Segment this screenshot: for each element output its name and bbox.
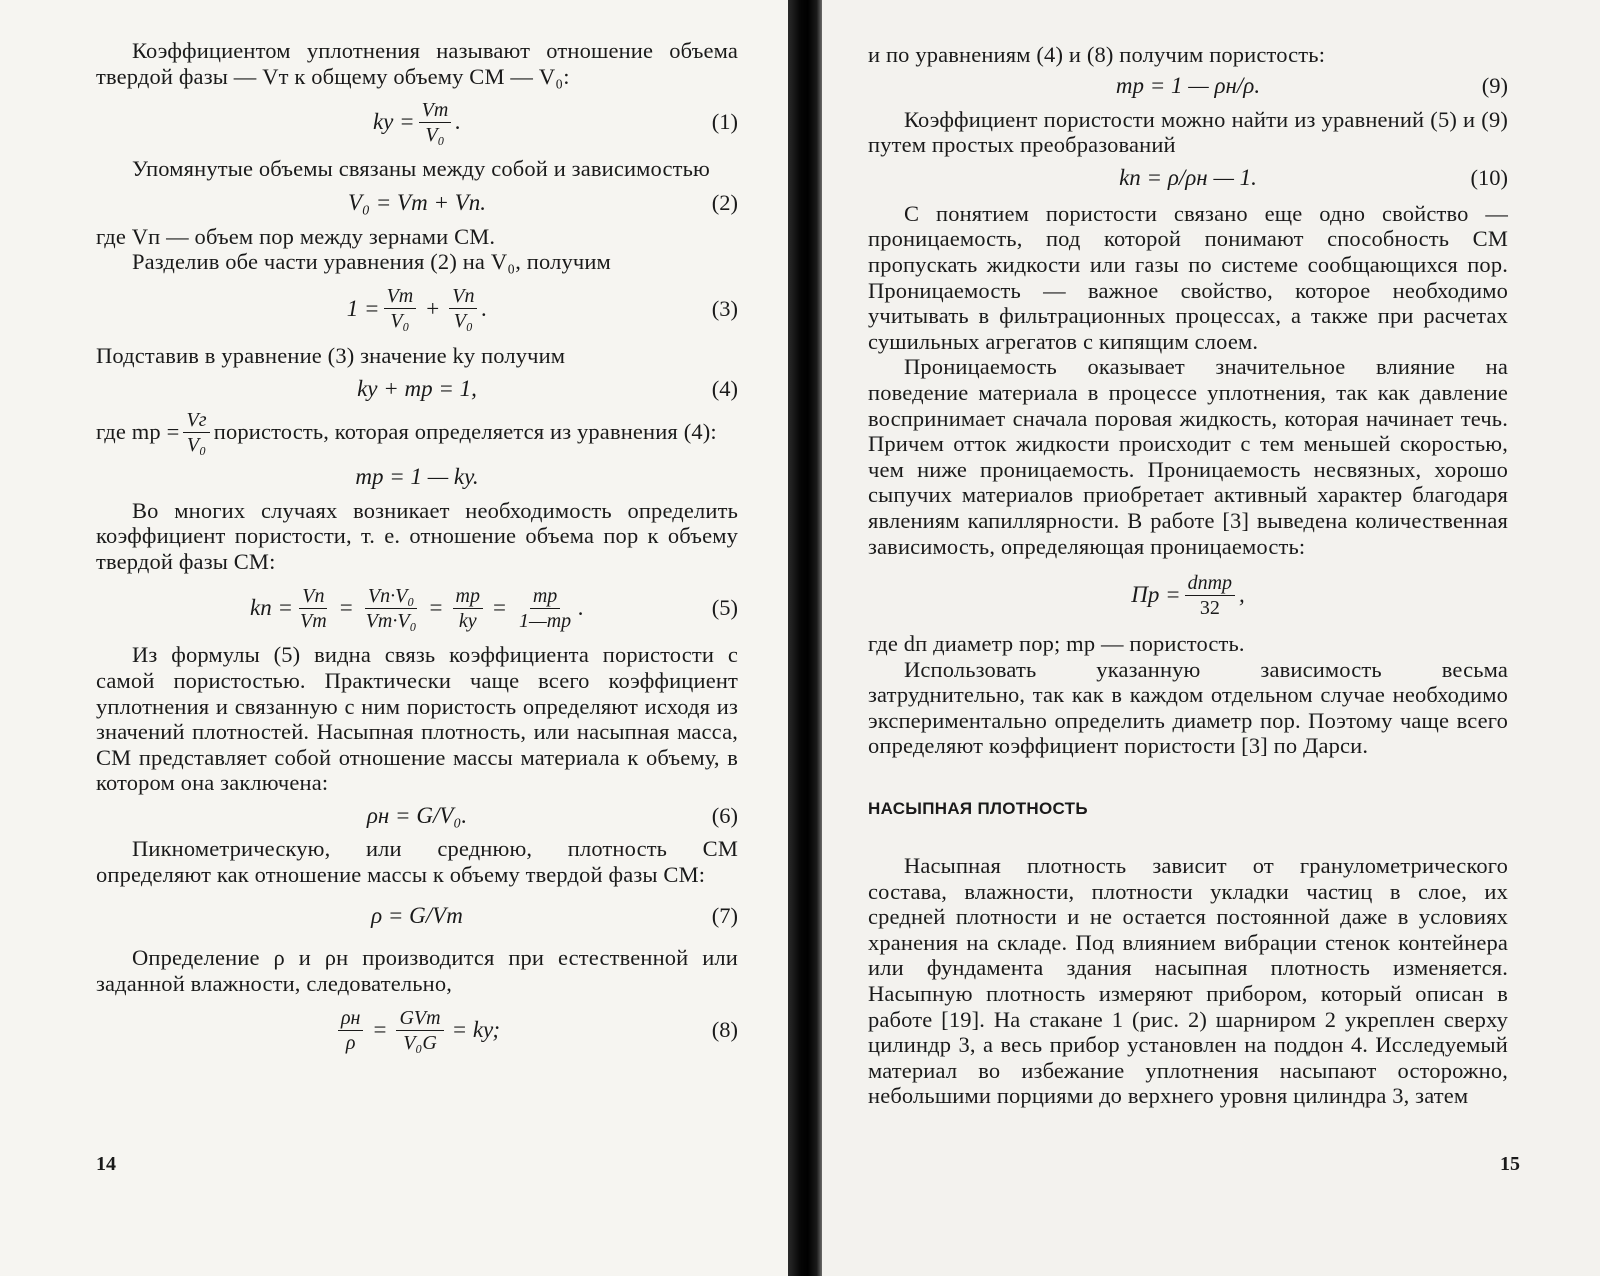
numerator: GVт bbox=[396, 1007, 443, 1031]
fraction bbox=[453, 585, 483, 632]
book-spine-gutter bbox=[788, 0, 824, 1276]
paragraph: Во многих случаях возникает необходимость определить коэффициент пористости, т. е. отношение объема пор к объему твердой фазы СМ: bbox=[96, 497, 738, 574]
eq-text: V₀ = Vт + Vп. bbox=[347, 189, 487, 215]
denominator: 1—mр bbox=[518, 609, 572, 632]
denominator: V₀G bbox=[403, 1031, 437, 1054]
section-heading: НАСЫПНАЯ ПЛОТНОСТЬ bbox=[868, 799, 1088, 819]
inline-text: где mр = bbox=[96, 419, 180, 445]
paragraph: и по уравнениям (4) и (8) получим пористость: bbox=[868, 42, 1326, 67]
paragraph: где dп диаметр пор; mр — пористость. bbox=[868, 631, 1245, 657]
equation-5 bbox=[96, 577, 738, 639]
numerator: ρн bbox=[338, 1007, 364, 1031]
operator: = bbox=[429, 595, 443, 621]
paragraph: Пикнометрическую, или среднюю, плотность СМ определяют как отношение массы к объему твердой фазы СМ: bbox=[96, 835, 738, 887]
fraction bbox=[419, 99, 452, 146]
equation-number: (7) bbox=[711, 903, 738, 929]
denominator: kу bbox=[458, 609, 477, 632]
equation-4b bbox=[96, 459, 738, 495]
paragraph: Коэффициент пористости можно найти из уравнений (5) и (9) путем простых преобразований bbox=[868, 106, 1508, 158]
operator: = bbox=[492, 595, 506, 621]
fraction bbox=[1185, 572, 1235, 619]
numerator: Vп bbox=[299, 585, 327, 609]
equation-2 bbox=[96, 185, 738, 221]
denominator: V₀ bbox=[453, 310, 473, 333]
equation-number: (8) bbox=[711, 1017, 738, 1043]
eq-text: kу + mр = 1, bbox=[357, 375, 477, 401]
numerator: mр bbox=[530, 585, 560, 609]
inline-text: пористость, которая определяется из уравнения (4): bbox=[213, 419, 717, 445]
page-number: 14 bbox=[96, 1153, 116, 1175]
paragraph: где Vп — объем пор между зернами СМ. bbox=[96, 223, 496, 249]
denominator: Vт bbox=[300, 609, 327, 632]
numerator: dпmр bbox=[1185, 572, 1235, 596]
denominator: V₀ bbox=[425, 123, 445, 146]
equation-number: (2) bbox=[711, 189, 738, 215]
eq-lhs: kп = bbox=[250, 595, 294, 621]
operator: = bbox=[373, 1017, 387, 1043]
eq-tail: . bbox=[481, 295, 488, 321]
paragraph: Проницаемость оказывает значительное влияние на поведение материала в процессе уплотнения, так как давление воспринимает сначала поровая жидкость, которая начинает течь. Причем отток жидкости происходит с тем меньшей скоростью, чем ниже проницаемость. Проницаемость несвязных, хорошо сыпучих материалов приобретает активный характер благодаря явлениям капиллярности. В работе [3] выведена количественная зависимость, определяющая проницаемость: bbox=[868, 354, 1508, 559]
equation-11 bbox=[868, 562, 1508, 628]
numerator: mр bbox=[453, 585, 483, 609]
paragraph: Определение ρ и ρн производится при естественной или заданной влажности, следовательно, bbox=[96, 945, 738, 996]
eq-lhs: kу = bbox=[372, 109, 415, 135]
eq-text: ρ = G/Vт bbox=[371, 903, 463, 929]
equation-4 bbox=[96, 372, 738, 406]
equation-number: (6) bbox=[711, 802, 738, 828]
fraction bbox=[338, 1007, 364, 1054]
equation-10 bbox=[868, 161, 1508, 195]
fraction bbox=[396, 1007, 443, 1054]
numerator: Vт bbox=[384, 285, 417, 309]
eq-lhs: Пр = bbox=[1131, 582, 1181, 608]
equation-1 bbox=[96, 92, 738, 152]
denominator: Vт·V₀ bbox=[365, 609, 417, 632]
left-page bbox=[0, 0, 790, 1276]
equation-number: (4) bbox=[711, 375, 738, 401]
eq-tail: = kу; bbox=[451, 1017, 501, 1043]
fraction bbox=[516, 585, 574, 632]
eq-text: kп = ρ/ρн — 1. bbox=[1119, 164, 1257, 190]
eq-text: ρн = G/V₀. bbox=[366, 802, 468, 828]
paragraph: Подставив в уравнение (3) значение kу получим bbox=[96, 342, 566, 368]
denominator: V₀ bbox=[390, 310, 410, 333]
fraction bbox=[449, 285, 477, 332]
eq-text: mр = 1 — ρн/ρ. bbox=[1115, 72, 1261, 98]
paragraph: Коэффициентом уплотнения называют отношение объема твердой фазы — Vт к общему объему СМ — V₀: bbox=[96, 38, 738, 89]
paragraph: Из формулы (5) видна связь коэффициента пористости с самой пористостью. Практически чаще всего коэффициент уплотнения и связанную с ним пористость определяют исходя из значений плотностей. Насыпная плотность, или насыпная масса, СМ представляет собой отношение массы материала к объему, в котором она заключена: bbox=[96, 642, 738, 796]
left-column bbox=[96, 38, 738, 1064]
right-column bbox=[868, 42, 1508, 1109]
denominator: 32 bbox=[1199, 596, 1220, 619]
eq-tail: . bbox=[578, 595, 584, 621]
denominator: V₀ bbox=[186, 433, 207, 456]
right-page bbox=[822, 0, 1600, 1276]
denominator: ρ bbox=[345, 1031, 356, 1054]
equation-number: (10) bbox=[1470, 164, 1508, 190]
equation-number: (5) bbox=[711, 595, 738, 621]
paragraph: Упомянутые объемы связаны между собой и зависимостью bbox=[132, 156, 710, 182]
fraction bbox=[183, 409, 209, 456]
equation-number: (3) bbox=[711, 295, 738, 321]
equation-3 bbox=[96, 278, 738, 340]
equation-number: (9) bbox=[1481, 72, 1508, 98]
fraction bbox=[297, 585, 330, 632]
numerator: Vг bbox=[183, 409, 209, 433]
fraction bbox=[384, 285, 417, 332]
fraction bbox=[363, 585, 420, 632]
paragraph bbox=[96, 409, 738, 456]
eq-text: mр = 1 — kу. bbox=[355, 463, 479, 489]
equation-8 bbox=[96, 999, 738, 1061]
operator: + bbox=[426, 295, 440, 321]
paragraph: Насыпная плотность зависит от гранулометрического состава, влажности, плотности укладки частиц в слое, их средней плотности и не остается постоянной даже в условиях хранения на складе. Под влиянием вибрации стенок контейнера или фундамента здания насыпная плотность изменяется. Насыпную плотность измеряют прибором, который описан в работе [19]. На стакане 1 (рис. 2) шарниром 2 укреплен сверху цилиндр 3, а весь прибор установлен на поддон 4. Исследуемый материал во избежание уплотнения насыпают осторожно, небольшими порциями до верхнего уровня цилиндра 3, затем bbox=[868, 853, 1508, 1109]
paragraph: Разделив обе части уравнения (2) на V₀, получим bbox=[132, 249, 611, 275]
eq-tail: . bbox=[455, 109, 462, 135]
paragraph: С понятием пористости связано еще одно свойство — проницаемость, под которой понимают способность СМ пропускать жидкости или газы по системе сообщающихся пор. Проницаемость — важное свойство, которое необходимо учитывать в фильтрационных процессах, а также при расчетах сушильных агрегатов с кипящим слоем. bbox=[868, 200, 1508, 354]
equation-7 bbox=[96, 890, 738, 942]
operator: = bbox=[339, 595, 353, 621]
eq-lhs: 1 = bbox=[346, 295, 380, 321]
eq-tail: , bbox=[1239, 582, 1245, 608]
equation-number: (1) bbox=[711, 109, 738, 135]
paragraph: Использовать указанную зависимость весьма затруднительно, так как в каждом отдельном случае необходимо экспериментально определить диаметр пор. Поэтому чаще всего определяют коэффициент пористости [3] по Дарси. bbox=[868, 656, 1508, 759]
equation-9 bbox=[868, 71, 1508, 101]
equation-6 bbox=[96, 799, 738, 833]
page-number: 15 bbox=[1500, 1153, 1520, 1175]
numerator: Vп bbox=[449, 285, 477, 309]
numerator: Vп·V₀ bbox=[365, 585, 417, 609]
numerator: Vт bbox=[419, 99, 452, 123]
